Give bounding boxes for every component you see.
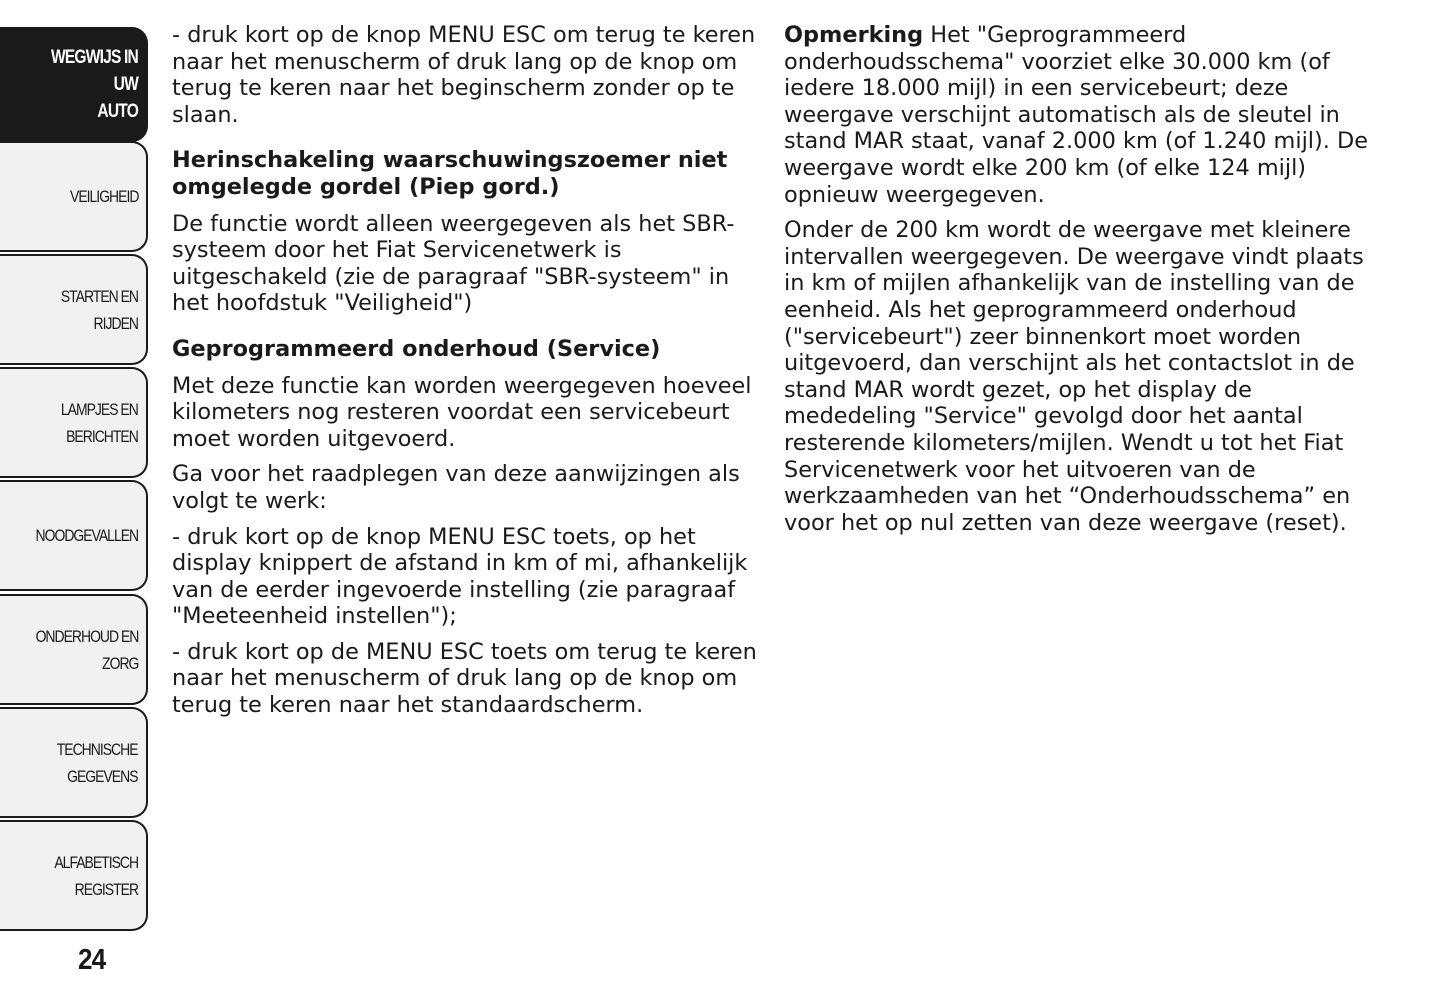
tab-label: VEILIGHEID [69,187,138,206]
paragraph: Met deze functie kan worden weergegeven hoeveel kilometers nog resteren voordat een servicebeurt moet worden uitgevoerd. [172,372,752,452]
tab-wegwijs-in-uw-auto[interactable] [0,27,148,142]
section-heading: Herinschakeling waarschuwingszoemer niet omgelegde gordel (Piep gord.) [172,147,728,200]
left-column [172,22,757,728]
section-heading: Geprogrammeerd onderhoud (Service) [172,335,661,362]
tab-label: LAMPJES EN BERICHTEN [61,399,138,446]
paragraph: Ga voor het raadplegen van deze aanwijzingen als volgt te werk: [172,461,740,514]
paragraph: Onder de 200 km wordt de weergave met kleinere intervallen weergegeven. De weergave vindt plaats in km of mijlen afhankelijk van de instelling van de eenheid. Als het geprogrammeerd onderhoud ("servicebeurt") zeer binnenkort moet worden uitgevoerd, dan verschijnt als het contactslot in de stand MAR wordt gezet, op het display de mededeling "Service" gevolgd door het aantal resterende kilometers/mijlen. Wendt u tot het Fiat Servicenetwerk voor het uitvoeren van de werkzaamheden van het “Onderhoudsschema” en voor het op nul zetten van deze weergave (reset). [784,217,1364,536]
tab-veiligheid[interactable] [0,141,148,252]
tab-label: TECHNISCHE GEGEVENS [57,739,138,786]
tab-alfabetisch-register[interactable] [0,820,148,931]
tab-label: ALFABETISCH REGISTER [54,852,138,899]
note-label: Opmerking [784,22,924,48]
page-number: 24 [78,944,106,976]
tab-label: NOODGEVALLEN [35,526,138,545]
paragraph: - druk kort op de knop MENU ESC om terug te keren naar het menuscherm of druk lang op de knop om terug te keren naar het beginscherm zonder op te slaan. [172,22,756,128]
tab-label: WEGWIJS IN UW AUTO [50,47,138,122]
note-text: Het "Geprogrammeerd onderhoudsschema" voorziet elke 30.000 km (of iedere 18.000 mijl) in een servicebeurt; deze weergave verschijnt automatisch als de sleutel in stand MAR staat, vanaf 2.000 km (of 1.240 mijl). De weergave wordt elke 200 km (of elke 124 mijl) opnieuw weergegeven. [784,22,1369,208]
tab-starten-en-rijden[interactable] [0,254,148,365]
paragraph: De functie wordt alleen weergegeven als het SBR-systeem door het Fiat Servicenetwerk is uitgeschakeld (zie de paragraaf "SBR-systeem" in het hoofdstuk "Veiligheid") [172,210,735,317]
paragraph: - druk kort op de MENU ESC toets om terug te keren naar het menuscherm of druk lang op de knop om terug te keren naar het standaardscherm. [172,638,757,719]
paragraph: - druk kort op de knop MENU ESC toets, op het display knippert de afstand in km of mi, afhankelijk van de eerder ingevoerde instelling (zie paragraaf "Meeteenheid instellen"); [172,523,748,630]
tab-lampjes-en-berichten[interactable] [0,367,148,478]
tab-label: ONDERHOUD EN ZORG [35,626,138,673]
tab-noodgevallen[interactable] [0,480,148,591]
tab-onderhoud-en-zorg[interactable] [0,594,148,705]
note-paragraph [784,22,1374,208]
tab-label: STARTEN EN RIJDEN [60,286,138,333]
right-column [784,22,1374,545]
tab-technische-gegevens[interactable] [0,707,148,818]
